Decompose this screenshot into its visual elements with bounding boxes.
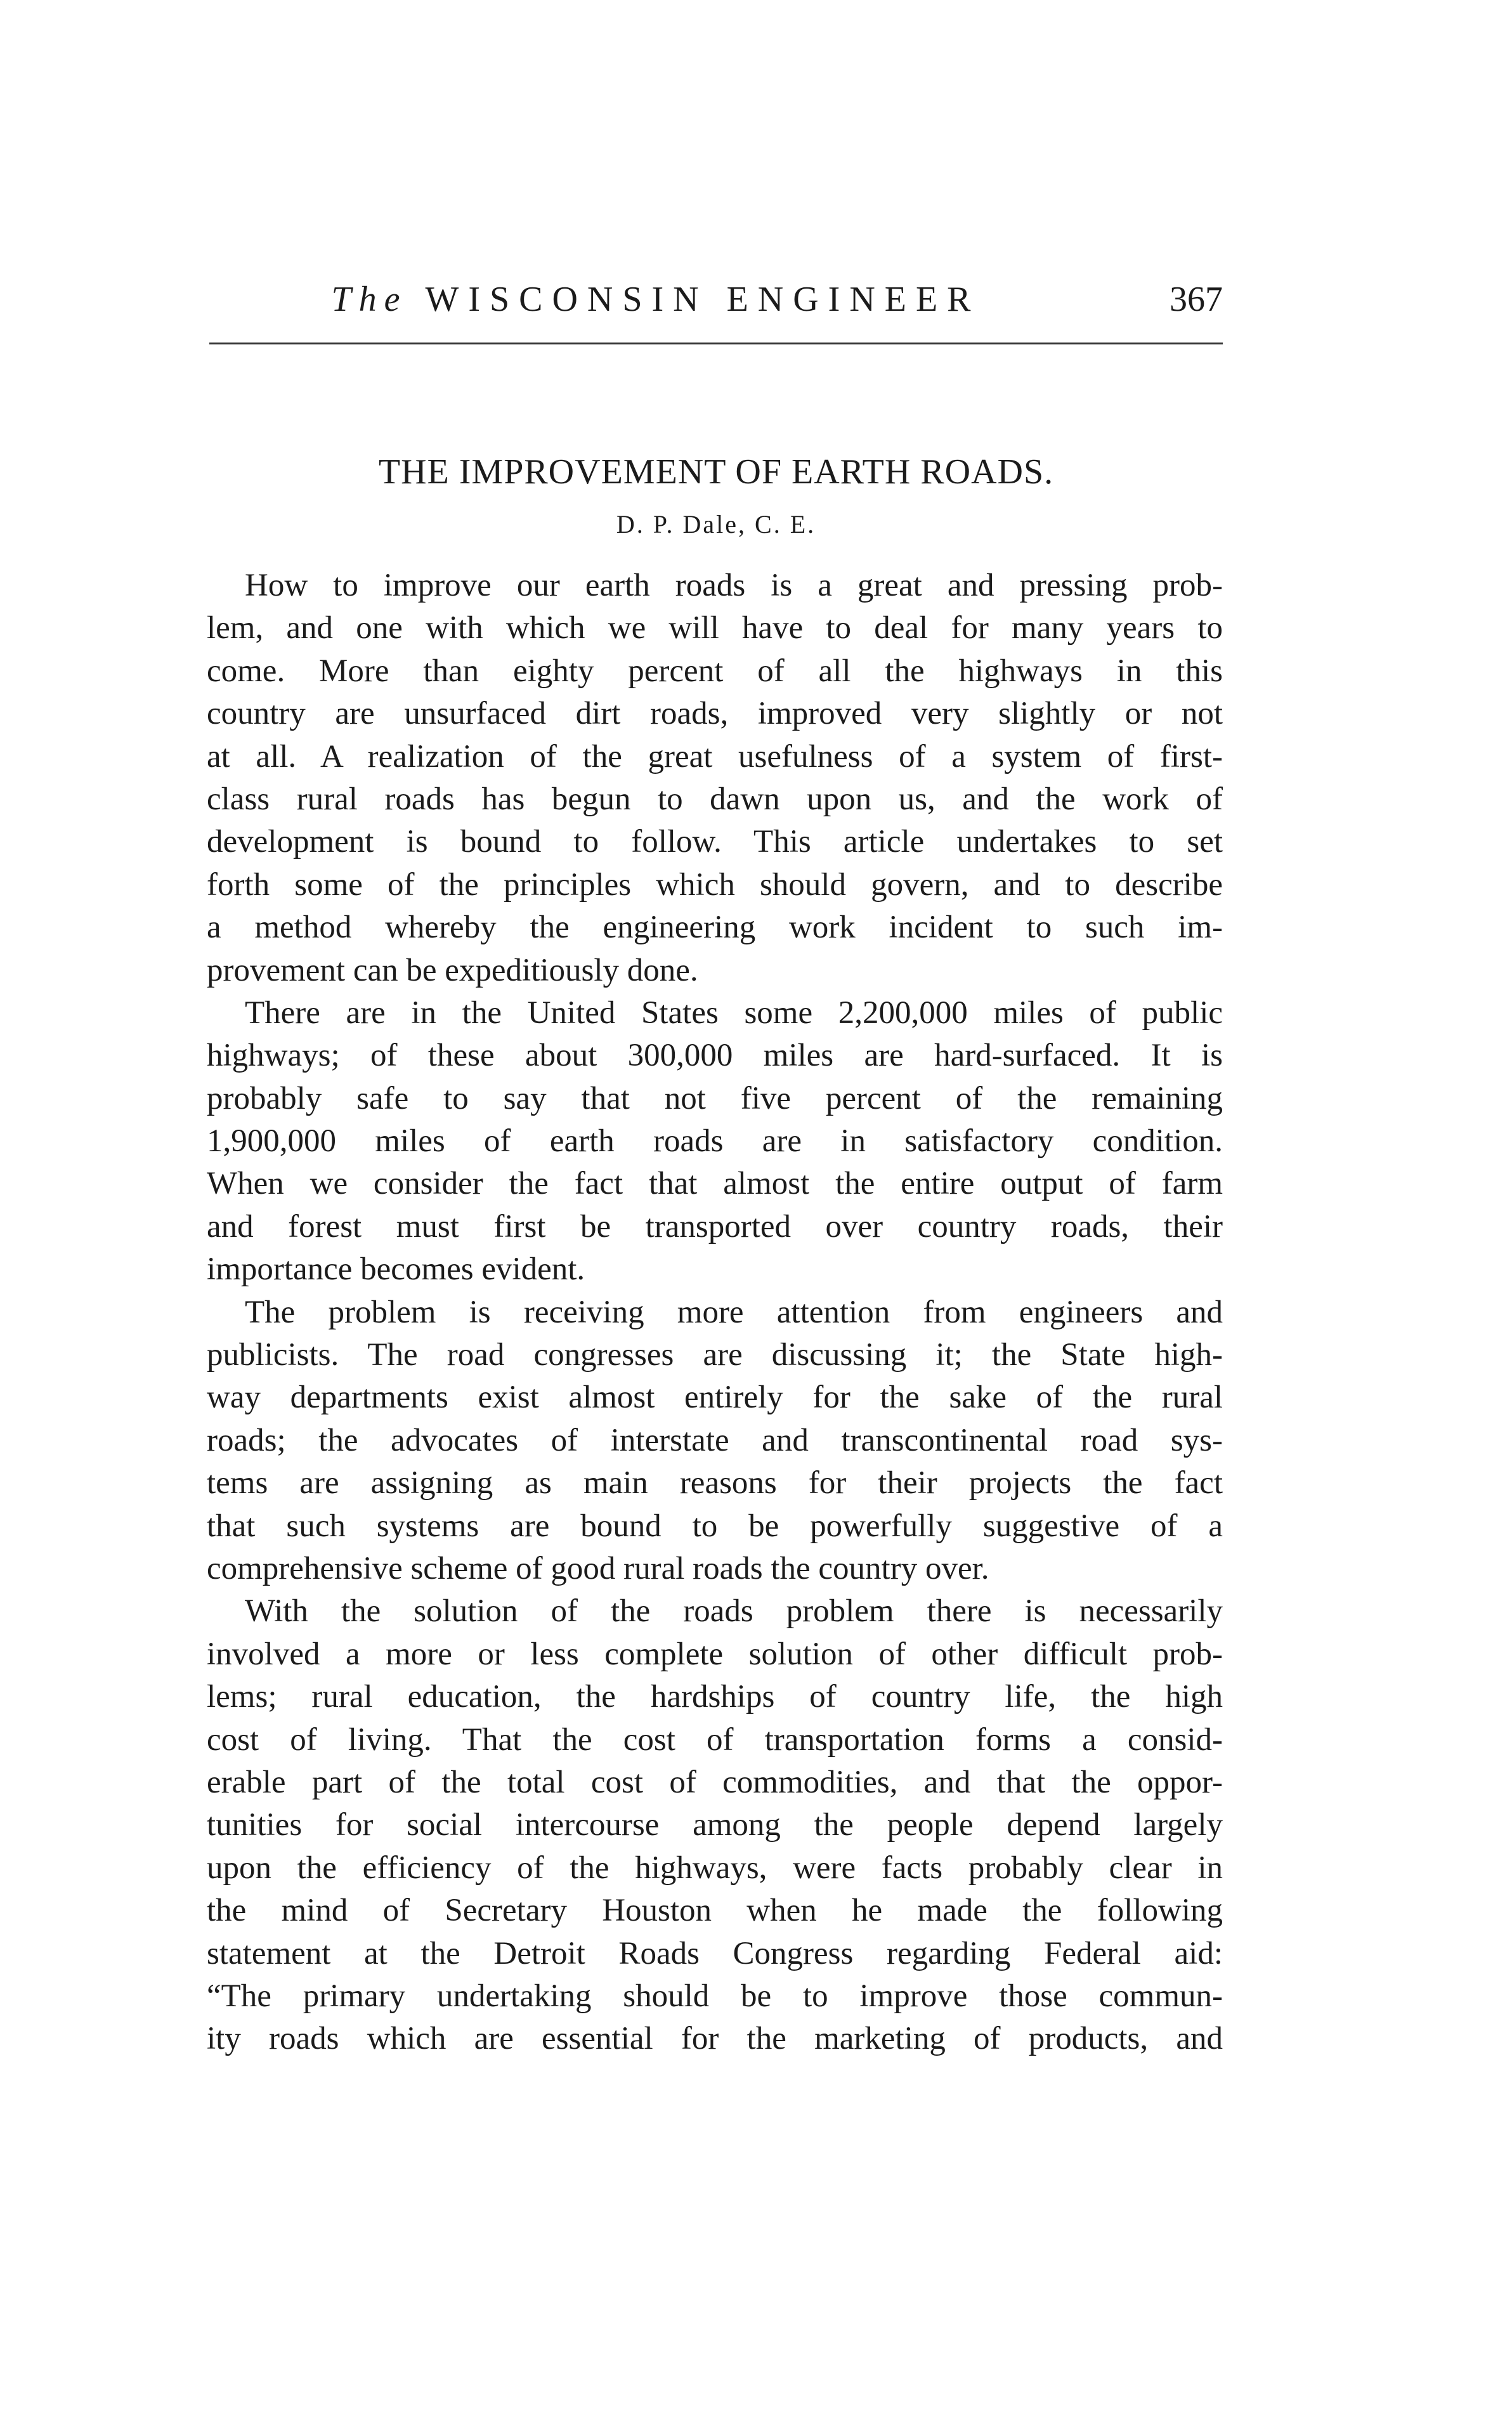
text-line: importance becomes evident. xyxy=(207,1251,585,1288)
text-line: comprehensive scheme of good rural roads the country over. xyxy=(207,1550,989,1586)
text-line: tunities for social intercourse among the people depend largely xyxy=(207,1807,1223,1843)
text-line: a method whereby the engineering work incident to such im- xyxy=(207,910,1223,946)
text-line: statement at the Detroit Roads Congress regarding Federal aid: xyxy=(207,1935,1223,1971)
text-line: erable part of the total cost of commodities, and that the oppor- xyxy=(207,1764,1223,1800)
text-line: ity roads which are essential for the marketing of products, and xyxy=(207,2021,1223,2057)
text-line: “The primary undertaking should be to improve those commun- xyxy=(207,1978,1223,2014)
text-line: country are unsurfaced dirt roads, improved very slightly or not xyxy=(207,696,1223,732)
text-line: provement can be expeditiously done. xyxy=(207,952,698,988)
text-line: at all. A realization of the great usefulness of a system of first- xyxy=(207,738,1223,774)
text-line: development is bound to follow. This article undertakes to set xyxy=(207,824,1223,860)
text-line: forth some of the principles which should govern, and to describe xyxy=(207,866,1223,903)
text-line: involved a more or less complete solution of other difficult prob- xyxy=(207,1636,1223,1672)
text-line: the mind of Secretary Houston when he made the following xyxy=(207,1893,1223,1929)
journal-title xyxy=(209,279,1102,320)
text-line: 1,900,000 miles of earth roads are in satisfactory condition. xyxy=(207,1123,1223,1159)
text-line: tems are assigning as main reasons for their projects the fact xyxy=(207,1465,1223,1501)
article-body xyxy=(207,565,1223,2061)
header-rule xyxy=(209,343,1223,344)
paragraph xyxy=(207,1590,1223,2060)
text-line: publicists. The road congresses are discussing it; the State high- xyxy=(207,1337,1223,1373)
text-line: come. More than eighty percent of all the highways in this xyxy=(207,653,1223,689)
article-title: THE IMPROVEMENT OF EARTH ROADS. xyxy=(378,452,1054,492)
article-author: D. P. Dale, C. E. xyxy=(616,510,816,539)
text-line: roads; the advocates of interstate and transcontinental road sys- xyxy=(207,1422,1223,1458)
text-line: that such systems are bound to be powerfully suggestive of a xyxy=(207,1508,1223,1544)
text-line: lem, and one with which we will have to deal for many years to xyxy=(207,610,1223,646)
text-line: way departments exist almost entirely for the sake of the rural xyxy=(207,1380,1223,1416)
text-line: probably safe to say that not five percent of the remaining xyxy=(207,1080,1223,1116)
text-line: How to improve our earth roads is a great and pressing prob- xyxy=(245,568,1223,603)
text-line: There are in the United States some 2,200,000 miles of public xyxy=(245,995,1223,1031)
paragraph xyxy=(207,992,1223,1291)
paragraph xyxy=(207,1291,1223,1591)
text-line: With the solution of the roads problem there is necessarily xyxy=(245,1593,1223,1629)
text-line: and forest must first be transported over country roads, their xyxy=(207,1208,1223,1244)
text-line: The problem is receiving more attention from engineers and xyxy=(245,1294,1223,1330)
text-line: lems; rural education, the hardships of country life, the high xyxy=(207,1679,1223,1715)
text-line: cost of living. That the cost of transportation forms a consid- xyxy=(207,1721,1223,1758)
journal-title-name: WISCONSIN ENGINEER xyxy=(425,280,981,319)
text-line: class rural roads has begun to dawn upon us, and the work of xyxy=(207,781,1223,817)
running-header xyxy=(209,279,1223,323)
text-line: highways; of these about 300,000 miles are hard-surfaced. It is xyxy=(207,1038,1223,1074)
journal-title-article: The xyxy=(331,280,408,319)
page-number: 367 xyxy=(1170,280,1223,319)
text-line: When we consider the fact that almost the entire output of farm xyxy=(207,1166,1223,1202)
paragraph xyxy=(207,565,1223,992)
text-line: upon the efficiency of the highways, were facts probably clear in xyxy=(207,1850,1223,1886)
